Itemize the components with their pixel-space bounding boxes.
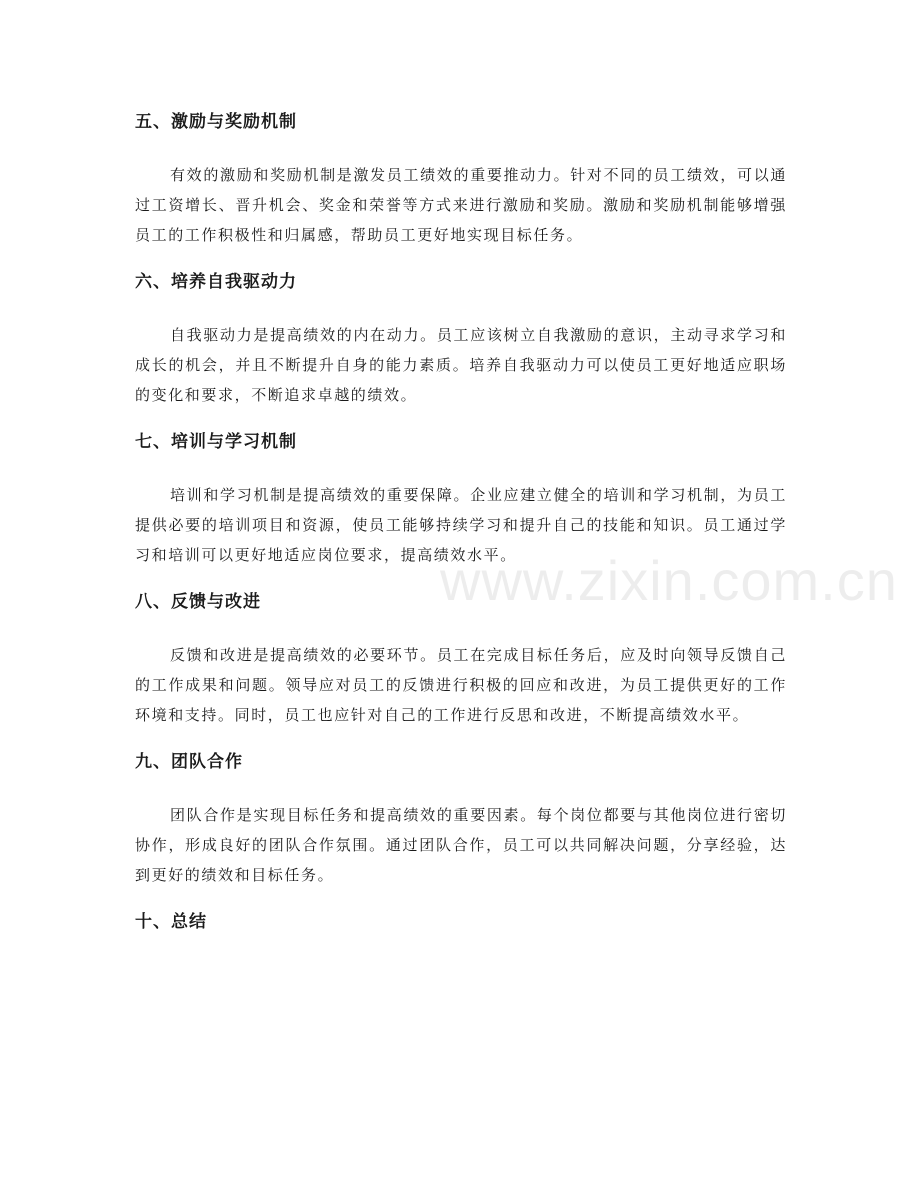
section-paragraph: 有效的激励和奖励机制是激发员工绩效的重要推动力。针对不同的员工绩效，可以通过工资增长、晋升机会、奖金和荣誉等方式来进行激励和奖励。激励和奖励机制能够增强员工的工作积极性和归属感，帮助员工更好地实现目标任务。 bbox=[135, 166, 787, 244]
section-teamwork bbox=[135, 746, 787, 906]
section-self-drive bbox=[135, 266, 787, 426]
section-paragraph: 自我驱动力是提高绩效的内在动力。员工应该树立自我激励的意识，主动寻求学习和成长的机会，并且不断提升自身的能力素质。培养自我驱动力可以使员工更好地适应职场的变化和要求，不断追求卓越的绩效。 bbox=[135, 326, 787, 404]
watermark: www.zixin.com.cn bbox=[440, 549, 898, 612]
section-incentive bbox=[135, 106, 787, 266]
section-paragraph: 培训和学习机制是提高绩效的重要保障。企业应建立健全的培训和学习机制，为员工提供必要的培训项目和资源，使员工能够持续学习和提升自己的技能和知识。员工通过学习和培训可以更好地适应岗位要求，提高绩效水平。 bbox=[135, 486, 787, 564]
section-title: 八、反馈与改进 bbox=[135, 592, 261, 612]
document-content bbox=[135, 106, 787, 938]
section-summary bbox=[135, 906, 787, 938]
section-title: 十、总结 bbox=[135, 912, 207, 932]
section-paragraph: 团队合作是实现目标任务和提高绩效的重要因素。每个岗位都要与其他岗位进行密切协作，形成良好的团队合作氛围。通过团队合作，员工可以共同解决问题，分享经验，达到更好的绩效和目标任务。 bbox=[135, 806, 787, 884]
section-title: 六、培养自我驱动力 bbox=[135, 272, 297, 292]
section-title: 七、培训与学习机制 bbox=[135, 432, 297, 452]
section-paragraph: 反馈和改进是提高绩效的必要环节。员工在完成目标任务后，应及时向领导反馈自己的工作成果和问题。领导应对员工的反馈进行积极的回应和改进，为员工提供更好的工作环境和支持。同时，员工也应针对自己的工作进行反思和改进，不断提高绩效水平。 bbox=[135, 646, 787, 724]
section-feedback bbox=[135, 586, 787, 746]
section-title: 九、团队合作 bbox=[135, 752, 243, 772]
section-title: 五、激励与奖励机制 bbox=[135, 112, 297, 132]
section-training bbox=[135, 426, 787, 586]
